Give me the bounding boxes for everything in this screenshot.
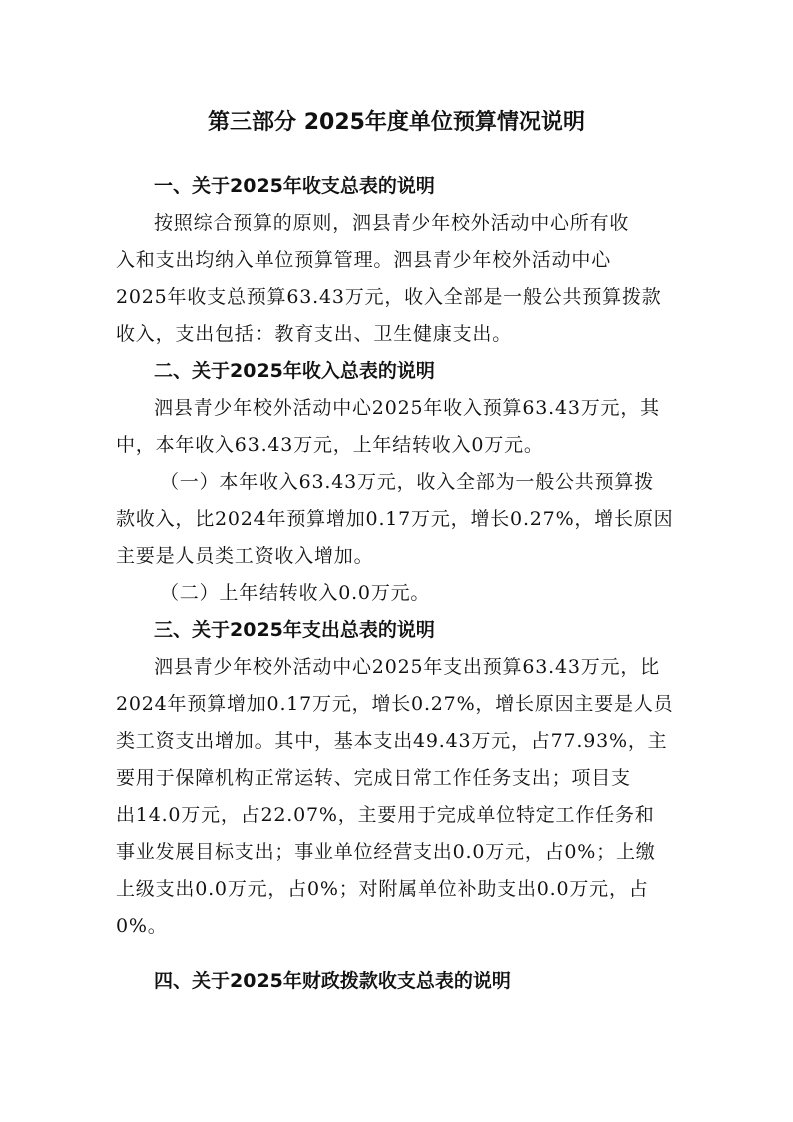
section-spacer xyxy=(116,945,686,963)
paragraph-line: 0%。 xyxy=(116,915,168,937)
section-heading: 二、关于2025年收入总表的说明 xyxy=(154,360,435,382)
paragraph-line: （一）本年收入63.43万元，收入全部为一般公共预算拨 xyxy=(160,471,654,493)
paragraph xyxy=(116,390,686,464)
paragraph-line: 2025年收支总预算63.43万元，收入全部是一般公共预算拨款 xyxy=(116,286,662,308)
paragraph-line: 款收入，比2024年预算增加0.17万元，增长0.27%，增长原因 xyxy=(116,508,674,530)
paragraph-line: 要用于保障机构正常运转、完成日常工作任务支出；项目支 xyxy=(116,767,631,789)
paragraph-line: 类工资支出增加。其中，基本支出49.43万元，占77.93%，主 xyxy=(116,730,668,752)
paragraph-line: 事业发展目标支出；事业单位经营支出0.0万元，占0%；上缴 xyxy=(116,841,656,863)
paragraph-line: 入和支出均纳入单位预算管理。泗县青少年校外活动中心 xyxy=(116,249,612,271)
paragraph-line: 上级支出0.0万元，占0%；对附属单位补助支出0.0万元，占 xyxy=(116,878,649,900)
paragraph-line: 按照综合预算的原则，泗县青少年校外活动中心所有收 xyxy=(154,212,630,234)
paragraph-line: 中，本年收入63.43万元，上年结转收入0万元。 xyxy=(116,434,544,456)
paragraph-line: 主要是人员类工资收入增加。 xyxy=(116,545,374,567)
paragraph xyxy=(116,575,686,612)
paragraph-line: 2024年预算增加0.17万元，增长0.27%，增长原因主要是人员 xyxy=(116,693,674,715)
section-3 xyxy=(116,612,686,945)
section-heading: 三、关于2025年支出总表的说明 xyxy=(154,619,435,641)
section-1 xyxy=(116,168,686,353)
paragraph-line: 泗县青少年校外活动中心2025年收入预算63.43万元，其 xyxy=(154,397,660,419)
paragraph xyxy=(116,205,686,353)
document-body xyxy=(116,168,686,1000)
paragraph-line: （二）上年结转收入0.0万元。 xyxy=(160,582,431,604)
section-heading: 四、关于2025年财政拨款收支总表的说明 xyxy=(154,970,511,992)
page-title: 第三部分 2025年度单位预算情况说明 xyxy=(208,110,585,135)
paragraph xyxy=(116,464,686,575)
paragraph-line: 出14.0万元，占22.07%，主要用于完成单位特定工作任务和 xyxy=(116,804,655,826)
section-2 xyxy=(116,353,686,612)
section-heading: 一、关于2025年收支总表的说明 xyxy=(154,175,435,197)
paragraph-line: 收入，支出包括：教育支出、卫生健康支出。 xyxy=(116,323,513,345)
paragraph xyxy=(116,649,686,945)
section-4 xyxy=(116,963,686,1000)
paragraph-line: 泗县青少年校外活动中心2025年支出预算63.43万元，比 xyxy=(154,656,660,678)
